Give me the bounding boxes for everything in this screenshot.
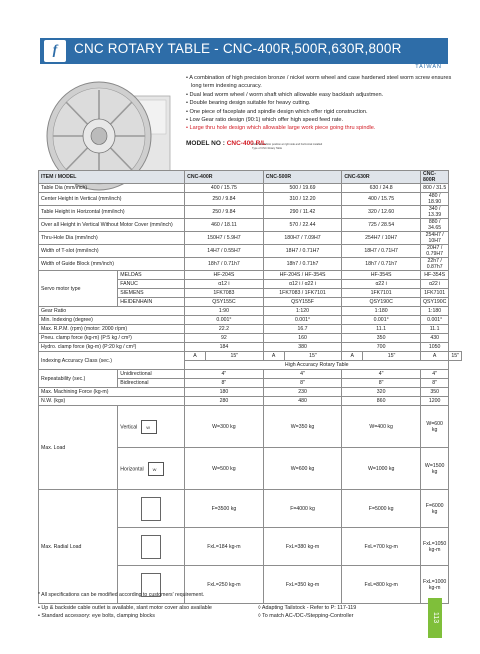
table-cell: 460 / 18.11 [185, 219, 264, 232]
row-label: Width of T-slot (mm/inch) [39, 245, 185, 258]
table-row [39, 406, 462, 448]
table-cell: W=600 kg [420, 406, 448, 448]
table-cell: 1:180 [342, 307, 421, 316]
radial-load-diagram [118, 528, 185, 566]
table-cell: 11.1 [420, 325, 448, 334]
table-cell: 1050 [420, 343, 448, 352]
table-cell: 8" [263, 379, 342, 388]
table-cell: HF-354S [420, 271, 448, 280]
table-cell: 1FK7101 [420, 289, 448, 298]
table-cell: QSY190C [420, 298, 448, 307]
table-cell: 700 [342, 343, 421, 352]
sub-label: Bidirectional [118, 379, 185, 388]
weight-label: W [152, 466, 157, 472]
table-cell: 18h7 / 0.71h7 [185, 258, 264, 271]
row-label: Table Height in Horizontal (mm/inch) [39, 206, 185, 219]
row-label: Servo motor type [39, 271, 118, 307]
row-label: Hydro. clamp force (kg-m) (P:20 kg / cm²) [39, 343, 185, 352]
table-cell: 860 [342, 397, 421, 406]
column-header: CNC-500R [263, 171, 342, 184]
table-cell: W=1500 kg [420, 448, 448, 490]
table-cell: α12 i / α22 i [263, 280, 342, 289]
table-cell: 8" [342, 379, 421, 388]
table-cell: F=6000 kg [420, 490, 448, 528]
table-cell: FxL=1050 kg-m [420, 528, 448, 566]
brand-logo: f [44, 40, 66, 62]
table-cell: 630 / 24.8 [342, 184, 421, 193]
table-cell: FxL=700 kg-m [342, 528, 421, 566]
table-cell: 8" [185, 379, 264, 388]
column-header: ITEM / MODEL [39, 171, 185, 184]
column-header: CNC-400R [185, 171, 264, 184]
table-row [39, 258, 462, 271]
table-cell: α12 i [185, 280, 264, 289]
column-header: CNC-630R [342, 171, 421, 184]
row-label: Table Dia (mm/inch) [39, 184, 185, 193]
table-cell: α22 i [420, 280, 448, 289]
feature-item: • Dual lead worm wheel / worm shaft which allowable easy backlash adjustmen. [186, 91, 384, 98]
row-label: Max. Machining Force (kg-m) [39, 388, 185, 397]
page-subtitle: TAIWAN [415, 64, 442, 70]
table-cell: 1:120 [263, 307, 342, 316]
table-row [39, 388, 462, 397]
radial-load-diagram [118, 490, 185, 528]
sub-label: SIEMENS [118, 289, 185, 298]
vertical-load-diagram-icon [141, 420, 157, 434]
row-label: Max. Radial Load [39, 490, 118, 604]
row-label: Max. Load [39, 406, 118, 490]
table-row [39, 193, 462, 206]
sub-label: FANUC [118, 280, 185, 289]
table-cell: FxL=350 kg-m [263, 566, 342, 604]
feature-item: • Low Gear ratio design (90:1) which offer high speed feed rate. [186, 117, 344, 124]
table-cell: 20H7 / 0.79H7 [420, 245, 448, 258]
table-cell: 500 / 19.69 [263, 184, 342, 193]
table-note: High Accuracy Rotary Table [185, 361, 449, 370]
table-cell: 254H7 / 10H7 [420, 232, 448, 245]
table-cell: 340 / 13.39 [420, 206, 448, 219]
model-value: CNC-400 R/L [226, 140, 267, 147]
table-row [39, 343, 462, 352]
bullet-item: ◊ To match AC-/DC-/Stepping-Controller [258, 613, 354, 619]
table-cell: 350 [342, 334, 421, 343]
table-cell: 430 [420, 334, 448, 343]
table-cell: 180H7 / 7.09H7 [263, 232, 342, 245]
row-label: Width of Guide Block (mm/inch) [39, 258, 185, 271]
table-row [39, 307, 462, 316]
row-label: Thru-Hole Dia (mm/inch) [39, 232, 185, 245]
table-row [39, 316, 462, 325]
table-cell: 18H7 / 0.71H7 [342, 245, 421, 258]
table-cell: 280 [185, 397, 264, 406]
table-cell: FxL=380 kg-m [263, 528, 342, 566]
table-cell: 92 [185, 334, 264, 343]
table-cell: 250 / 9.84 [185, 206, 264, 219]
table-cell: 0.001° [185, 316, 264, 325]
table-cell: 15" [284, 352, 342, 361]
table-cell: 230 [263, 388, 342, 397]
sub-label: MELDAS [118, 271, 185, 280]
table-cell: W=400 kg [342, 406, 421, 448]
table-cell: 0.001° [263, 316, 342, 325]
table-cell: W=600 kg [263, 448, 342, 490]
table-cell: 880 / 34.65 [420, 219, 448, 232]
table-cell: 1FK7083 [185, 289, 264, 298]
table-cell: 22.2 [185, 325, 264, 334]
table-cell: F=4000 kg [263, 490, 342, 528]
table-cell: 400 / 15.75 [185, 184, 264, 193]
load-orientation [118, 406, 185, 448]
table-cell: FxL=1000 kg-m [420, 566, 448, 604]
table-cell: FxL=184 kg-m [185, 528, 264, 566]
sub-label: HEIDENHAIN [118, 298, 185, 307]
load-orientation-label: Horizontal [120, 465, 144, 472]
bullet-item: ◊ Adapting Tailstock - Refer to P: 117-119 [258, 605, 357, 611]
table-cell: W=350 kg [263, 406, 342, 448]
row-label: Max. R.P.M. (rpm) (motor: 2000 r/pm) [39, 325, 185, 334]
table-cell: A [342, 352, 363, 361]
table-header-row [39, 171, 462, 184]
row-label: Center Height in Vertical (mm/inch) [39, 193, 185, 206]
model-notes [252, 143, 322, 151]
table-cell: 150H7 / 5.9H7 [185, 232, 264, 245]
table-cell: 1FK7083 / 1FK7101 [263, 289, 342, 298]
horizontal-load-diagram-icon [148, 462, 164, 476]
table-cell: 11.1 [342, 325, 421, 334]
table-cell: 1:180 [420, 307, 448, 316]
table-cell: 1FK7101 [342, 289, 421, 298]
table-cell: F=5000 kg [342, 490, 421, 528]
row-label: Gear Ratio [39, 307, 185, 316]
table-cell: 16.7 [263, 325, 342, 334]
table-cell: 22h7 / 0.87h7 [420, 258, 448, 271]
feature-item: • One piece of faceplate and spindle design which offer rigid construction. [186, 108, 368, 115]
table-cell: 480 / 18.90 [420, 193, 448, 206]
row-label: Min. Indexing (degree) [39, 316, 185, 325]
feature-list [186, 74, 458, 133]
row-label: Over all Height in Vertical Without Motor Cover (mm/inch) [39, 219, 185, 232]
sub-label: Unidirectional [118, 370, 185, 379]
table-cell: 14H7 / 0.55H7 [185, 245, 264, 258]
table-cell: A [185, 352, 206, 361]
table-cell: 320 / 12.60 [342, 206, 421, 219]
table-cell: 350 [420, 388, 448, 397]
table-cell: 4" [263, 370, 342, 379]
page-number: 113 [428, 598, 442, 638]
row-label: Pneu. clamp force (kg-m) (P:5 kg / cm²) [39, 334, 185, 343]
table-cell: W=500 kg [185, 448, 264, 490]
table-cell: 0.001° [420, 316, 448, 325]
bullet-item: • Standard accessory: eye bolts, clamping blocks [38, 613, 155, 619]
table-cell: QSY190C [342, 298, 421, 307]
row-label: Repeatability (sec.) [39, 370, 118, 388]
table-cell: 18H7 / 0.71H7 [263, 245, 342, 258]
table-cell: 160 [263, 334, 342, 343]
load-orientation [118, 448, 185, 490]
table-cell: 4" [342, 370, 421, 379]
bullet-list-left [38, 604, 212, 620]
table-cell: FxL=250 kg-m [185, 566, 264, 604]
feature-item-highlight: • Large thru hole design which allowable large work piece going thru spindle. [186, 125, 376, 132]
table-row [39, 271, 462, 280]
table-cell: 18h7 / 0.71h7 [263, 258, 342, 271]
table-cell: 380 [263, 343, 342, 352]
row-label: N.W. (kgs) [39, 397, 185, 406]
table-cell: F=3500 kg [185, 490, 264, 528]
table-cell: 15" [449, 352, 462, 361]
table-row [39, 325, 462, 334]
table-cell: 400 / 15.75 [342, 193, 421, 206]
table-cell: 290 / 11.42 [263, 206, 342, 219]
table-row [39, 334, 462, 343]
table-cell: QSY155F [263, 298, 342, 307]
load-orientation-label: Vertical [120, 423, 138, 430]
table-cell: 15" [363, 352, 421, 361]
spec-table [38, 170, 462, 604]
table-cell: 4" [420, 370, 448, 379]
table-cell: 18h7 / 0.71h7 [342, 258, 421, 271]
table-cell: W=300 kg [185, 406, 264, 448]
table-cell: 1:90 [185, 307, 264, 316]
table-cell: 1200 [420, 397, 448, 406]
weight-label: W [146, 424, 151, 430]
row-label: Indexing Accuracy Class (sec.) [39, 352, 185, 370]
model-note: Type of CNC Rotary Table [252, 147, 283, 150]
page-title: CNC ROTARY TABLE - CNC-400R,500R,630R,800R [74, 41, 402, 56]
radial-load-diagram-icon [141, 535, 161, 559]
feature-item: • Double bearing design suitable for heavy cutting. [186, 100, 311, 107]
table-cell: α22 i [342, 280, 421, 289]
table-cell: 570 / 22.44 [263, 219, 342, 232]
table-cell: 4" [185, 370, 264, 379]
bullet-item: • Up & backside cable outlet is available, slant motor cover also available [38, 605, 212, 611]
table-cell: 8" [420, 379, 448, 388]
table-cell: W=1000 kg [342, 448, 421, 490]
table-row [39, 352, 462, 361]
footnote: * All specifications can be modified according to customers' requirement. [38, 592, 205, 598]
radial-load-diagram-icon [141, 497, 161, 521]
model-label: MODEL NO : [186, 140, 225, 147]
model-note: Table Dia *Motor position at right side and horizontal installed [252, 143, 323, 146]
table-row [39, 397, 462, 406]
table-cell: 310 / 12.20 [263, 193, 342, 206]
table-cell: A [420, 352, 448, 361]
table-cell: 0.001° [342, 316, 421, 325]
table-cell: 250 / 9.84 [185, 193, 264, 206]
table-cell: A [263, 352, 284, 361]
table-cell: 15" [205, 352, 263, 361]
table-cell: 800 / 31.5 [420, 184, 448, 193]
table-row [39, 245, 462, 258]
table-row [39, 370, 462, 379]
column-header: CNC-800R [420, 171, 448, 184]
table-cell: 254H7 / 10H7 [342, 232, 421, 245]
table-cell: QSY155C [185, 298, 264, 307]
table-cell: 480 [263, 397, 342, 406]
table-cell: 184 [185, 343, 264, 352]
table-cell: 725 / 28.54 [342, 219, 421, 232]
table-cell: FxL=800 kg-m [342, 566, 421, 604]
table-cell: 320 [342, 388, 421, 397]
table-row [39, 219, 462, 232]
table-row [39, 490, 462, 528]
table-cell: 180 [185, 388, 264, 397]
table-cell: HF-204S / HF-354S [263, 271, 342, 280]
table-cell: HF-354S [342, 271, 421, 280]
table-cell: HF-204S [185, 271, 264, 280]
table-row [39, 184, 462, 193]
table-row [39, 206, 462, 219]
bullet-list-right [258, 604, 356, 620]
feature-item: • A combination of high precision bronze / nickel worm wheel and case hardened steel worm screw ensures long term indexing accuracy. [186, 75, 452, 90]
table-row [39, 232, 462, 245]
